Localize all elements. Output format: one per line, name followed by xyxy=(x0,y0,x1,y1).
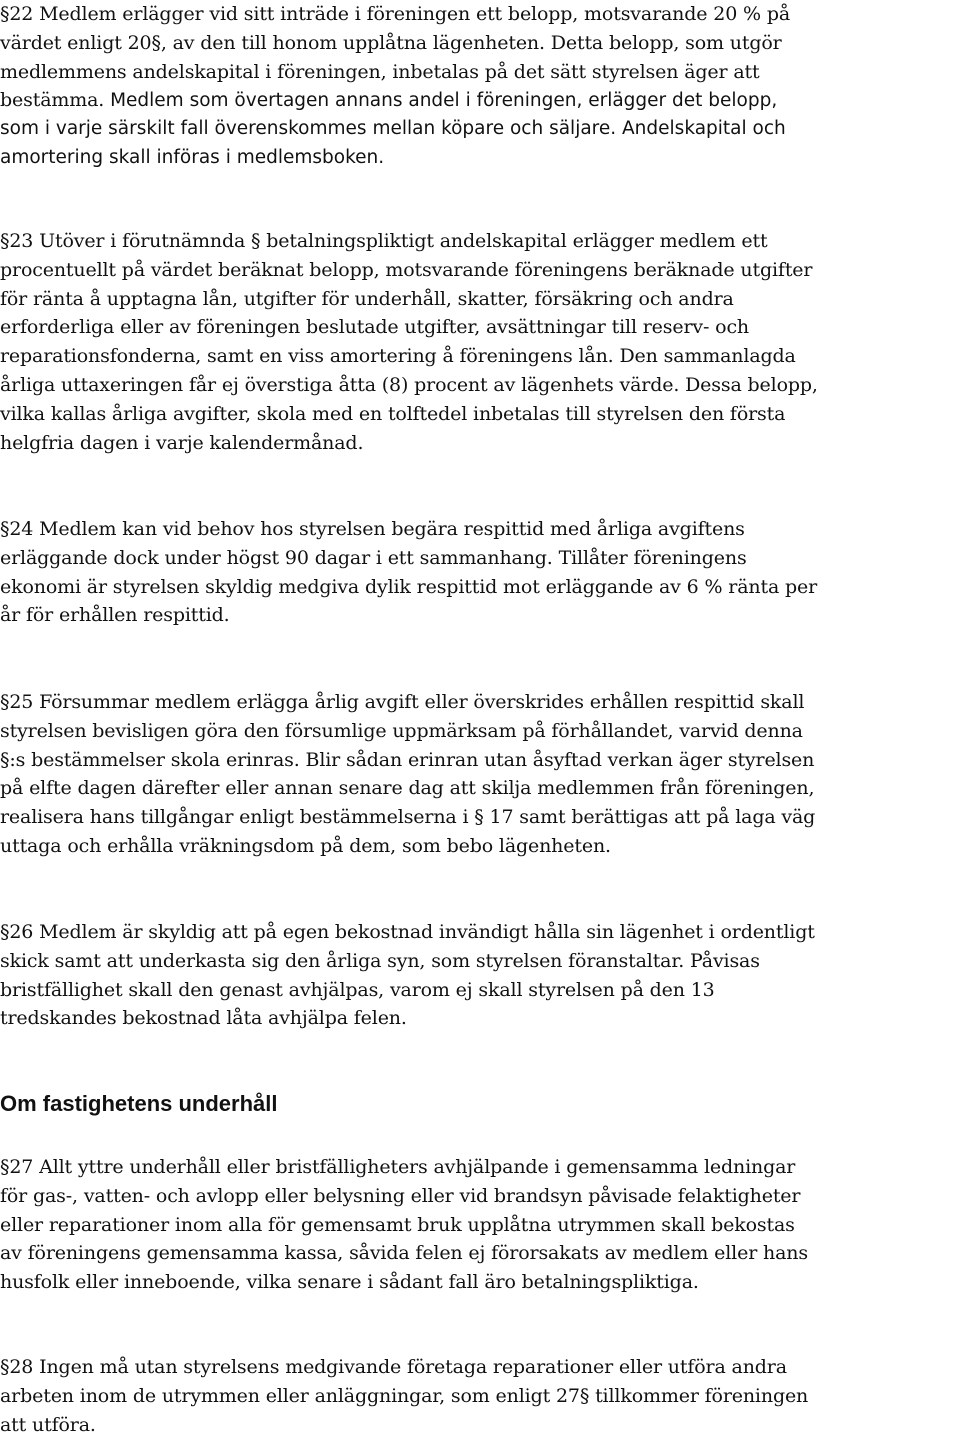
text-line: årliga uttaxeringen får ej överstiga åtta (8) procent av lägenhets värde. Dessa belopp, xyxy=(0,373,818,396)
text-line: skick samt att underkasta sig den årliga syn, som styrelsen föranstaltar. Påvisas xyxy=(0,949,760,972)
paragraph-28 xyxy=(0,1353,955,1439)
text-line: §24 Medlem kan vid behov hos styrelsen begära respittid med årliga avgiftens xyxy=(0,518,745,540)
text-line xyxy=(0,115,955,144)
text-segment: Andelskapital och xyxy=(622,118,786,140)
text-segment: bestämma. xyxy=(0,89,105,112)
text-line: uttaga och erhålla vräkningsdom på dem, som bebo lägenheten. xyxy=(0,834,611,857)
text-segment: Medlem som övertagen annans andel i föreningen, erlägger det belopp, xyxy=(110,90,778,112)
text-line xyxy=(0,86,955,115)
text-line: realisera hans tillgångar enligt bestämmelserna i § 17 samt berättigas att på laga väg xyxy=(0,806,816,829)
text-line: medlemmens andelskapital i föreningen, inbetalas på det sätt styrelsen äger att xyxy=(0,60,760,83)
text-line: ekonomi är styrelsen skyldig medgiva dylik respittid mot erläggande av 6 % ränta per xyxy=(0,575,818,598)
paragraph-23 xyxy=(0,227,955,457)
paragraph-25 xyxy=(0,688,955,861)
text-line: bristfällighet skall den genast avhjälpas, varom ej skall styrelsen på den 13 xyxy=(0,978,715,1001)
text-line: procentuellt på värdet beräknat belopp, motsvarande föreningens beräknade utgifter xyxy=(0,258,813,281)
text-line: §:s bestämmelser skola erinras. Blir sådan erinran utan åsyftad verkan äger styrelsen xyxy=(0,748,815,771)
text-line: styrelsen bevisligen göra den försumlige uppmärksam på förhållandet, varvid denna xyxy=(0,719,803,742)
text-line: amortering skall införas i medlemsboken. xyxy=(0,146,385,168)
text-line: på elfte dagen därefter eller annan senare dag att skilja medlemmen från föreningen, xyxy=(0,777,815,800)
text-line: reparationsfonderna, samt en viss amortering å föreningens lån. Den sammanlagda xyxy=(0,345,796,368)
text-line: §25 Försummar medlem erlägga årlig avgift eller överskrides erhållen respittid skall xyxy=(0,691,805,713)
paragraph-22 xyxy=(0,0,955,173)
section-heading: Om fastighetens underhåll xyxy=(0,1091,278,1116)
text-line: att utföra. xyxy=(0,1413,96,1436)
text-line: erläggande dock under högst 90 dagar i ett sammanhang. Tillåter föreningens xyxy=(0,546,747,569)
text-line: arbeten inom de utrymmen eller anläggningar, som enligt 27§ tillkommer föreningen xyxy=(0,1384,809,1407)
text-line: av föreningens gemensamma kassa, såvida felen ej förorsakats av medlem eller hans xyxy=(0,1242,808,1265)
text-line: år för erhållen respittid. xyxy=(0,604,230,627)
text-line: §26 Medlem är skyldig att på egen bekostnad invändigt hålla sin lägenhet i ordentligt xyxy=(0,921,815,943)
text-line: §22 Medlem erlägger vid sitt inträde i föreningen ett belopp, motsvarande 20 % på xyxy=(0,3,791,25)
text-line: §28 Ingen må utan styrelsens medgivande företaga reparationer eller utföra andra xyxy=(0,1356,787,1378)
text-line: för gas-, vatten- och avlopp eller belysning eller vid brandsyn påvisade felaktigheter xyxy=(0,1184,801,1207)
text-line: §27 Allt yttre underhåll eller bristfälligheters avhjälpande i gemensamma ledningar xyxy=(0,1156,796,1178)
paragraph-27 xyxy=(0,1153,955,1297)
text-line: erforderliga eller av föreningen beslutade utgifter, avsättningar till reserv- och xyxy=(0,316,750,339)
text-line: husfolk eller inneboende, vilka senare i sådant fall äro betalningspliktiga. xyxy=(0,1271,699,1294)
text-line: helgfria dagen i varje kalendermånad. xyxy=(0,431,364,454)
text-line: vilka kallas årliga avgifter, skola med en tolftedel inbetalas till styrelsen den första xyxy=(0,402,786,425)
text-line: för ränta å upptagna lån, utgifter för underhåll, skatter, försäkring och andra xyxy=(0,287,734,310)
paragraph-24 xyxy=(0,515,955,630)
text-segment: som i varje särskilt fall överenskommes mellan köpare och säljare. xyxy=(0,118,617,140)
text-line: eller reparationer inom alla för gemensamt bruk upplåtna utrymmen skall bekostas xyxy=(0,1213,795,1236)
text-line: värdet enligt 20§, av den till honom upplåtna lägenheten. Detta belopp, som utgör xyxy=(0,31,782,54)
text-line: §23 Utöver i förutnämnda § betalningspliktigt andelskapital erlägger medlem ett xyxy=(0,230,768,252)
text-line: tredskandes bekostnad låta avhjälpa felen. xyxy=(0,1007,407,1030)
paragraph-26 xyxy=(0,918,955,1033)
